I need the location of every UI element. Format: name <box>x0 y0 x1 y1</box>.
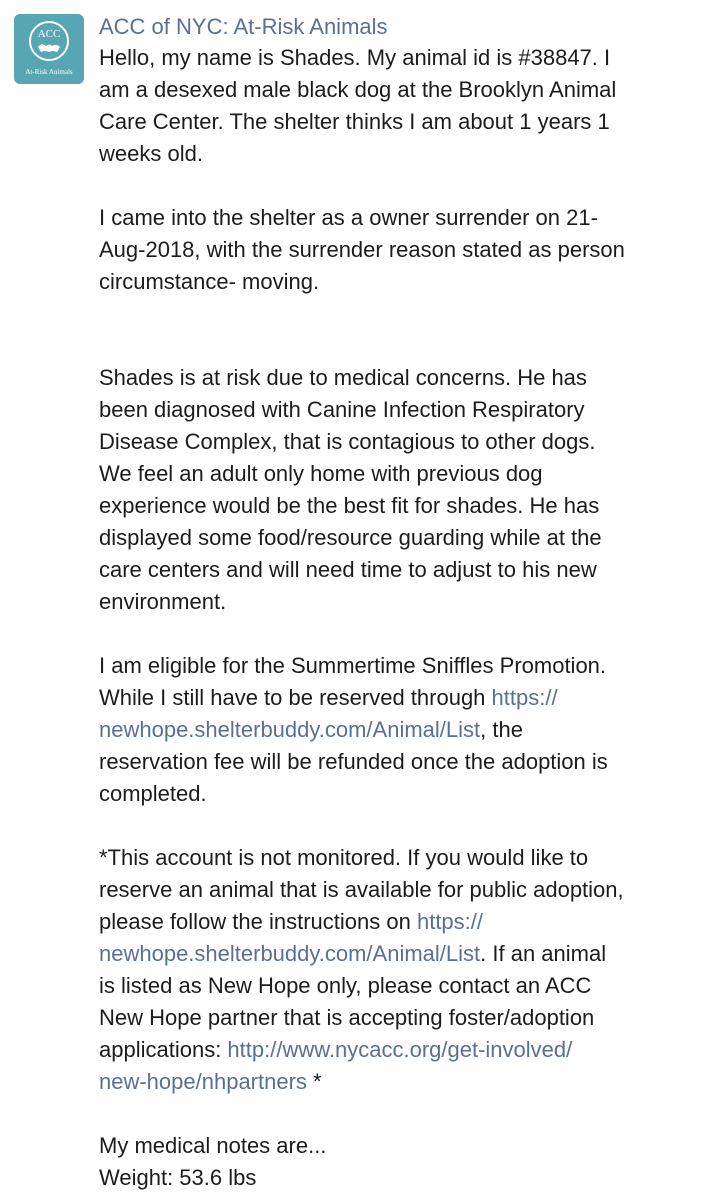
account-name[interactable]: ACC of NYC: At-Risk Animals <box>99 14 388 39</box>
shelterbuddy-link[interactable]: https:// <box>491 685 558 710</box>
account-avatar[interactable] <box>14 14 84 84</box>
text-line: is listed as New Hope only, please contact an ACC <box>99 973 592 998</box>
text-span: * <box>306 1069 322 1094</box>
text-line: experience would be the best fit for shades. He has <box>99 493 600 518</box>
avatar-logo-text: ACC <box>37 28 61 40</box>
text-span: While I still have to be reserved through <box>99 685 492 710</box>
shelterbuddy-link-2[interactable]: https:// <box>416 909 484 934</box>
text-span: , the <box>480 717 523 742</box>
shelterbuddy-link-continued[interactable]: newhope.shelterbuddy.com/Animal/List <box>99 717 481 742</box>
text-line: Aug-2018, with the surrender reason stated as person <box>99 237 625 262</box>
risk-paragraph <box>99 362 719 618</box>
text-line: New Hope partner that is accepting foster/adoption <box>99 1005 595 1030</box>
text-line <box>99 682 719 714</box>
text-line: environment. <box>99 589 227 614</box>
acc-logo-icon <box>14 14 84 84</box>
intake-paragraph <box>99 202 719 298</box>
text-span: applications: <box>99 1037 228 1062</box>
text-line: We feel an adult only home with previous dog <box>99 461 543 486</box>
text-line: displayed some food/resource guarding while at the <box>99 525 602 550</box>
text-line: reservation fee will be refunded once the adoption is <box>99 749 608 774</box>
text-span: . If an animal <box>480 941 607 966</box>
text-line <box>99 938 719 970</box>
text-line: am a desexed male black dog at the Brooklyn Animal <box>99 77 617 102</box>
text-line: completed. <box>99 781 207 806</box>
text-line: I came into the shelter as a owner surrender on 21- <box>99 205 598 230</box>
intro-paragraph <box>99 42 719 170</box>
text-line: I am eligible for the Summertime Sniffles Promotion. <box>99 653 607 678</box>
text-line: Care Center. The shelter thinks I am about 1 years 1 <box>99 109 610 134</box>
post-content <box>99 12 719 1194</box>
text-line: circumstance- moving. <box>99 269 320 294</box>
avatar-subtitle-text: At-Risk Animals <box>25 68 73 76</box>
text-line: Disease Complex, that is contagious to other dogs. <box>99 429 596 454</box>
text-line: Hello, my name is Shades. My animal id is #38847. I <box>99 45 611 70</box>
text-line: *This account is not monitored. If you would like to <box>99 845 589 870</box>
promo-paragraph <box>99 650 719 810</box>
text-line <box>99 906 719 938</box>
text-line: My medical notes are... <box>99 1133 327 1158</box>
text-line: been diagnosed with Canine Infection Respiratory <box>99 397 585 422</box>
text-line: reserve an animal that is available for public adoption, <box>99 877 624 902</box>
text-line <box>99 1034 719 1066</box>
nycacc-partners-link[interactable]: http://www.nycacc.org/get-involved/ <box>227 1037 573 1062</box>
text-line: Shades is at risk due to medical concerns. He has <box>99 365 587 390</box>
text-line: Weight: 53.6 lbs <box>99 1165 257 1190</box>
post-body <box>99 42 719 1194</box>
shelterbuddy-link-2-continued[interactable]: newhope.shelterbuddy.com/Animal/List <box>99 941 481 966</box>
text-line: weeks old. <box>99 141 203 166</box>
nycacc-partners-link-continued[interactable]: new-hope/nhpartners <box>99 1069 307 1094</box>
text-line <box>99 1066 719 1098</box>
notice-paragraph <box>99 842 719 1098</box>
text-line: care centers and will need time to adjust to his new <box>99 557 597 582</box>
text-span: please follow the instructions on <box>99 909 417 934</box>
medical-paragraph <box>99 1130 719 1194</box>
text-line <box>99 714 719 746</box>
